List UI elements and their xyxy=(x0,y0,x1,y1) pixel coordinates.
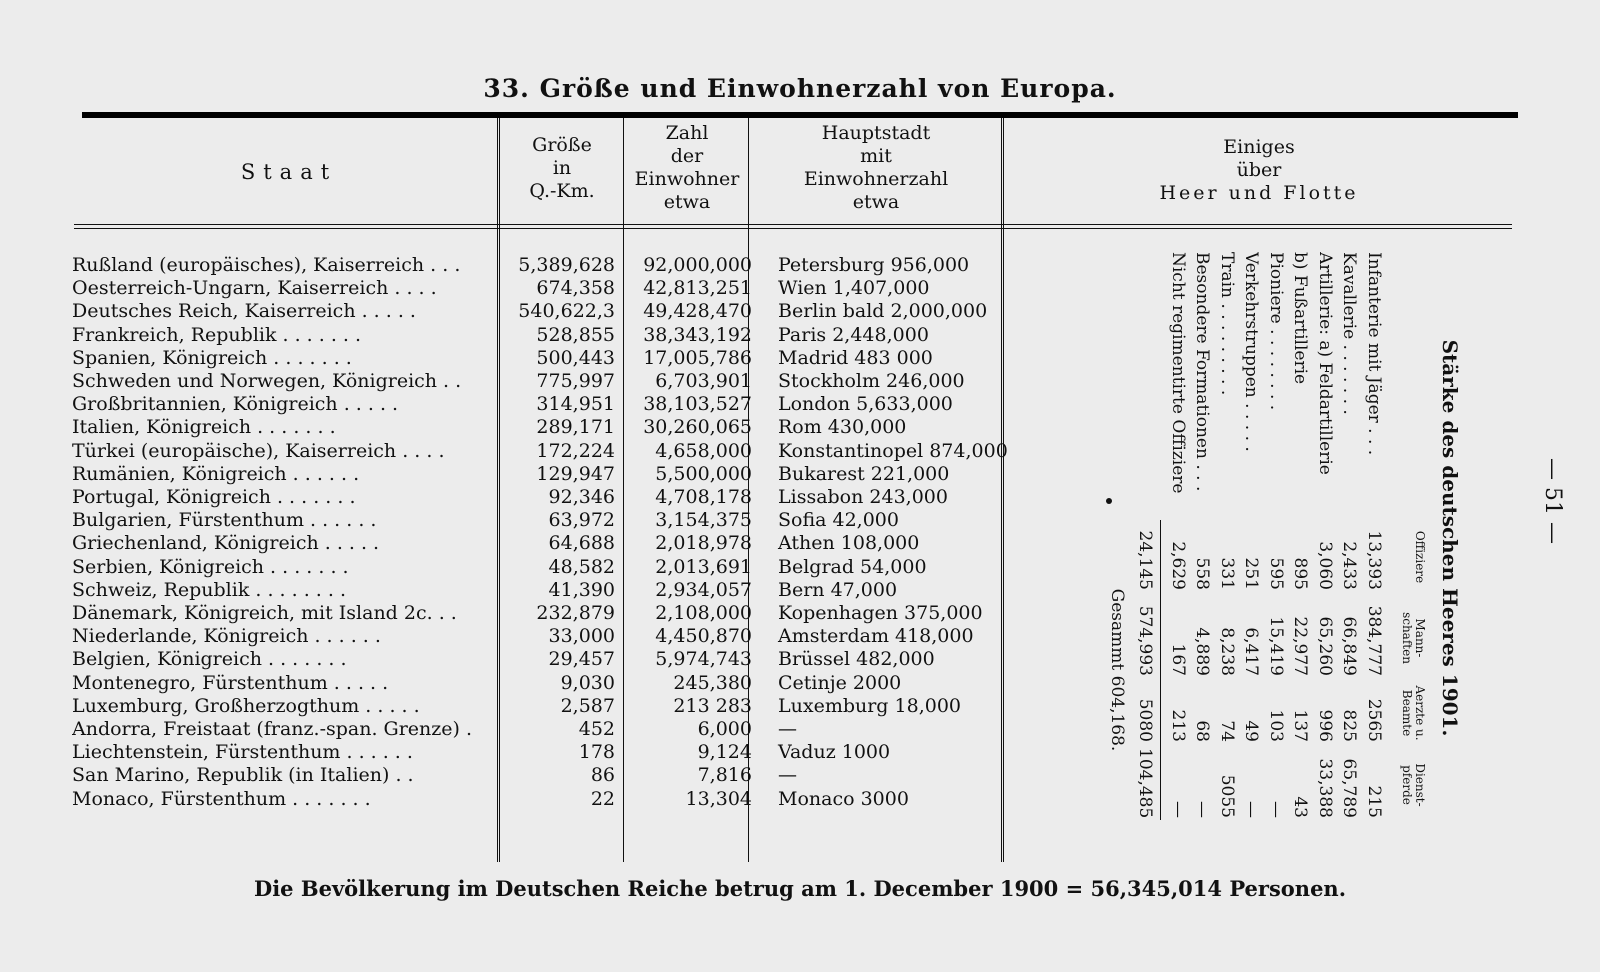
state-name: Italien, Königreich . . . . . . . xyxy=(72,416,336,439)
area-value: 178 xyxy=(578,741,615,764)
army-label: b) Fußartillerie xyxy=(1290,252,1311,385)
capital-value: Vaduz 1000 xyxy=(778,741,891,764)
capital-value: Monaco 3000 xyxy=(778,787,909,810)
army-value-off: 558 xyxy=(1192,557,1213,590)
state-name: Belgien, Königreich . . . . . . . xyxy=(72,648,347,671)
army-value-mann: 22,977 xyxy=(1290,616,1311,676)
army-value-off: 251 xyxy=(1241,557,1262,590)
area-value: 29,457 xyxy=(548,648,615,671)
army-head-mannschaften: Mann-schaften xyxy=(1400,612,1427,664)
army-row xyxy=(1240,248,1264,828)
header-capital-line: etwa xyxy=(852,191,900,213)
population-value: 213 283 xyxy=(673,694,752,717)
army-value-off: 2,433 xyxy=(1339,541,1360,590)
header-rule xyxy=(82,112,1518,118)
area-value: 129,947 xyxy=(536,462,615,485)
army-label: Train . . . . . . . . . xyxy=(1217,252,1237,396)
page-title: 33. Größe und Einwohnerzahl von Europa. xyxy=(483,74,1117,103)
state-name: Deutsches Reich, Kaiserreich . . . . . xyxy=(72,300,416,323)
army-total-mann: 574,993 xyxy=(1135,605,1156,676)
army-sum-rule xyxy=(1161,520,1162,820)
population-value: 2,934,057 xyxy=(655,578,752,601)
area-value: 172,224 xyxy=(536,439,615,462)
army-value-mann: 15,419 xyxy=(1266,616,1286,676)
header-capital-line: mit xyxy=(860,145,892,167)
header-pop-line: etwa xyxy=(663,191,711,213)
army-value-mann: 4,889 xyxy=(1192,627,1213,676)
area-value: 528,855 xyxy=(536,323,615,346)
state-name: San Marino, Republik (in Italien) . . xyxy=(72,764,414,787)
header-capital xyxy=(750,122,1002,214)
army-value-pferde: — xyxy=(1241,801,1262,818)
state-name: Dänemark, Königreich, mit Island 2c. . . xyxy=(72,602,457,624)
header-bottom-rule xyxy=(74,224,1512,229)
army-totals-row xyxy=(1134,248,1158,828)
army-label: Kavallerie . . . . . . . xyxy=(1339,252,1360,415)
population-value: 38,103,527 xyxy=(643,393,752,416)
army-gesammt-text: Gesammt 604,168. xyxy=(1107,588,1128,752)
army-head-offiziere: Offiziere xyxy=(1413,530,1427,584)
capital-value: Berlin bald 2,000,000 xyxy=(778,300,988,323)
capital-value: Stockholm 246,000 xyxy=(778,370,965,392)
area-value: 674,358 xyxy=(536,277,615,300)
army-value-pferde: — xyxy=(1168,801,1188,818)
army-value-aerzte: 996 xyxy=(1315,709,1335,742)
capital-value: — xyxy=(778,718,797,740)
population-value: 3,154,375 xyxy=(655,509,752,532)
army-value-pferde: 33,388 xyxy=(1315,758,1335,818)
state-name: Bulgarien, Fürstenthum . . . . . . xyxy=(72,509,377,532)
population-value: 2,108,000 xyxy=(655,602,752,624)
capital-value: Rom 430,000 xyxy=(778,416,907,439)
area-value: 5,389,628 xyxy=(518,254,615,276)
header-army-line: Einiges xyxy=(1223,136,1295,158)
area-value: 86 xyxy=(590,764,615,787)
capital-value: Madrid 483 000 xyxy=(778,346,933,369)
army-total-aerzte: 5080 xyxy=(1135,698,1156,742)
army-title: Stärke des deutschen Heeres 1901. xyxy=(1438,339,1462,737)
state-name: Andorra, Freistaat (franz.-span. Grenze) . xyxy=(72,718,473,740)
state-name: Montenegro, Fürstenthum . . . . . xyxy=(72,671,389,694)
army-value-aerzte: 825 xyxy=(1339,709,1360,742)
army-row xyxy=(1313,248,1337,828)
state-name: Niederlande, Königreich . . . . . . xyxy=(72,625,381,648)
army-value-aerzte: 137 xyxy=(1290,709,1311,742)
capital-value: Kopenhagen 375,000 xyxy=(778,602,983,624)
army-value-aerzte: 103 xyxy=(1266,709,1286,742)
population-value: 17,005,786 xyxy=(643,346,752,369)
state-name: Spanien, Königreich . . . . . . . xyxy=(72,346,352,369)
state-name: Schweiz, Republik . . . . . . . . xyxy=(72,578,346,601)
army-value-off: 895 xyxy=(1290,557,1311,590)
capital-value: Konstantinopel 874,000 xyxy=(778,439,1008,462)
population-value: 2,013,691 xyxy=(655,555,752,578)
army-value-pferde: 5055 xyxy=(1217,774,1237,818)
capital-value: — xyxy=(778,764,797,787)
footer-note: Die Bevölkerung im Deutschen Reiche betrug am 1. December 1900 = 56,345,014 Personen. xyxy=(253,876,1347,901)
state-name: Griechenland, Königreich . . . . . xyxy=(72,532,380,555)
state-name: Rumänien, Königreich . . . . . . xyxy=(72,462,360,485)
population-value: 38,343,192 xyxy=(643,323,752,346)
area-value: 232,879 xyxy=(536,602,615,624)
army-head-pferde: Dienst-pferde xyxy=(1400,763,1427,807)
army-value-off: 13,393 xyxy=(1364,530,1384,590)
capital-value: Athen 108,000 xyxy=(778,532,920,555)
army-value-off: 595 xyxy=(1266,557,1286,590)
state-name: Rußland (europäisches), Kaiserreich . . . xyxy=(72,254,461,276)
population-value: 2,018,978 xyxy=(655,532,752,555)
header-area-line: Größe xyxy=(532,134,592,156)
capital-value: Bukarest 221,000 xyxy=(778,462,950,485)
population-value: 4,708,178 xyxy=(655,486,752,508)
army-row xyxy=(1264,248,1288,828)
population-value: 6,000 xyxy=(697,718,752,740)
population-value: 4,450,870 xyxy=(655,625,752,648)
army-label: Infanterie mit Jäger . . . xyxy=(1364,252,1384,456)
capital-value: Amsterdam 418,000 xyxy=(778,625,974,648)
population-value: 13,304 xyxy=(685,787,752,810)
state-name: Schweden und Norwegen, Königreich . . xyxy=(72,370,462,392)
army-value-mann: 384,777 xyxy=(1364,605,1384,676)
army-row xyxy=(1289,248,1313,828)
header-army-line: Heer und Flotte xyxy=(1159,182,1359,204)
army-value-mann: 6,417 xyxy=(1241,627,1262,676)
population-value: 92,000,000 xyxy=(643,254,752,276)
area-value: 92,346 xyxy=(548,486,615,508)
area-value: 33,000 xyxy=(548,625,615,648)
capital-value: Cetinje 2000 xyxy=(778,671,902,694)
area-value: 540,622,3 xyxy=(518,300,615,323)
army-row xyxy=(1166,248,1190,828)
header-capital-line: Einwohnerzahl xyxy=(803,168,949,190)
header-area-line: in xyxy=(552,157,572,179)
header-army-line: über xyxy=(1236,159,1282,181)
page-number: — 51 — xyxy=(1540,458,1565,544)
army-value-aerzte: 68 xyxy=(1192,720,1213,742)
army-value-off: 331 xyxy=(1217,557,1237,590)
population-value: 42,813,251 xyxy=(643,277,752,300)
capital-value: Wien 1,407,000 xyxy=(778,277,930,300)
header-pop-line: Zahl xyxy=(665,122,709,144)
army-value-mann: 167 xyxy=(1168,643,1188,676)
army-label: Artillerie: a) Feldartillerie xyxy=(1315,252,1335,475)
army-label: Verkehrstruppen . . . . . xyxy=(1241,252,1262,452)
population-value: 30,260,065 xyxy=(643,416,752,439)
column-divider xyxy=(497,118,500,862)
state-name: Oesterreich-Ungarn, Kaiserreich . . . . xyxy=(72,277,437,300)
army-value-pferde: 65,789 xyxy=(1339,758,1360,818)
population-value: 5,974,743 xyxy=(655,648,752,671)
population-value: 49,428,470 xyxy=(643,300,752,323)
area-value: 22 xyxy=(590,787,615,810)
capital-value: Petersburg 956,000 xyxy=(778,254,970,276)
population-value: 6,703,901 xyxy=(655,370,752,392)
state-name: Luxemburg, Großherzogthum . . . . . xyxy=(72,694,420,717)
population-value: 9,124 xyxy=(697,741,752,764)
army-total-off: 24,145 xyxy=(1135,530,1156,590)
header-army xyxy=(1004,136,1514,205)
area-value: 41,390 xyxy=(548,578,615,601)
state-name: Frankreich, Republik . . . . . . . xyxy=(72,323,362,346)
area-value: 63,972 xyxy=(548,509,615,532)
army-strength-rotated xyxy=(1050,248,1470,828)
area-value: 9,030 xyxy=(560,671,615,694)
army-gesammt xyxy=(1106,248,1130,828)
header-population xyxy=(625,122,749,214)
header-pop-line: Einwohner xyxy=(634,168,740,190)
army-value-pferde: — xyxy=(1192,801,1213,818)
army-value-aerzte: 49 xyxy=(1241,720,1262,742)
population-value: 245,380 xyxy=(673,671,752,694)
capital-value: London 5,633,000 xyxy=(778,393,953,416)
header-pop-line: der xyxy=(670,145,704,167)
area-value: 289,171 xyxy=(536,416,615,439)
area-value: 64,688 xyxy=(548,532,615,555)
population-value: 5,500,000 xyxy=(655,462,752,485)
army-value-pferde: — xyxy=(1266,801,1286,818)
army-row xyxy=(1362,248,1386,828)
header-staat: Staat xyxy=(240,160,338,184)
army-head-aerzte: Aerzte u. Beamte xyxy=(1400,685,1427,741)
capital-value: Lissabon 243,000 xyxy=(778,486,948,508)
capital-value: Brüssel 482,000 xyxy=(778,648,935,671)
capital-value: Bern 47,000 xyxy=(778,578,898,601)
population-value: 4,658,000 xyxy=(655,439,752,462)
header-capital-line: Hauptstadt xyxy=(821,122,931,144)
army-value-off: 3,060 xyxy=(1315,541,1335,590)
state-name: Liechtenstein, Fürstenthum . . . . . . xyxy=(72,741,413,764)
army-value-off: 2,629 xyxy=(1168,541,1188,590)
army-label: Besondere Formationen . . . xyxy=(1192,252,1213,492)
army-value-pferde: 215 xyxy=(1364,785,1384,818)
state-name: Monaco, Fürstenthum . . . . . . . xyxy=(72,787,371,810)
army-value-mann: 66,849 xyxy=(1339,616,1360,676)
header-area-line: Q.-Km. xyxy=(529,180,595,202)
area-value: 775,997 xyxy=(536,370,615,392)
area-value: 500,443 xyxy=(536,346,615,369)
army-value-aerzte: 213 xyxy=(1168,709,1188,742)
army-value-mann: 65,260 xyxy=(1315,616,1335,676)
area-value: 452 xyxy=(578,718,615,740)
header-area xyxy=(500,134,624,203)
state-name: Serbien, Königreich . . . . . . . xyxy=(72,555,349,578)
state-name: Türkei (europäische), Kaiserreich . . . . xyxy=(72,439,445,462)
army-value-pferde: 43 xyxy=(1290,796,1311,818)
printer-mark xyxy=(1106,498,1112,504)
army-label: Pioniere . . . . . . . . xyxy=(1266,252,1286,411)
army-value-mann: 8,238 xyxy=(1217,627,1237,676)
army-label: Nicht regimentirte Offiziere xyxy=(1168,252,1188,494)
area-value: 2,587 xyxy=(560,694,615,717)
capital-value: Luxemburg 18,000 xyxy=(778,694,961,717)
area-value: 48,582 xyxy=(548,555,615,578)
army-total-pferde: 104,485 xyxy=(1135,748,1156,819)
army-row xyxy=(1215,248,1239,828)
army-row xyxy=(1338,248,1362,828)
state-name: Portugal, Königreich . . . . . . . xyxy=(72,486,356,508)
army-strength-block xyxy=(1050,248,1470,828)
population-value: 7,816 xyxy=(697,764,752,787)
state-name: Großbritannien, Königreich . . . . . xyxy=(72,393,399,416)
capital-value: Paris 2,448,000 xyxy=(778,323,929,346)
capital-value: Belgrad 54,000 xyxy=(778,555,927,578)
capital-value: Sofia 42,000 xyxy=(778,509,899,532)
army-value-aerzte: 2565 xyxy=(1364,698,1384,742)
army-value-aerzte: 74 xyxy=(1217,720,1237,742)
army-row xyxy=(1191,248,1215,828)
column-divider xyxy=(623,118,624,862)
area-value: 314,951 xyxy=(536,393,615,416)
